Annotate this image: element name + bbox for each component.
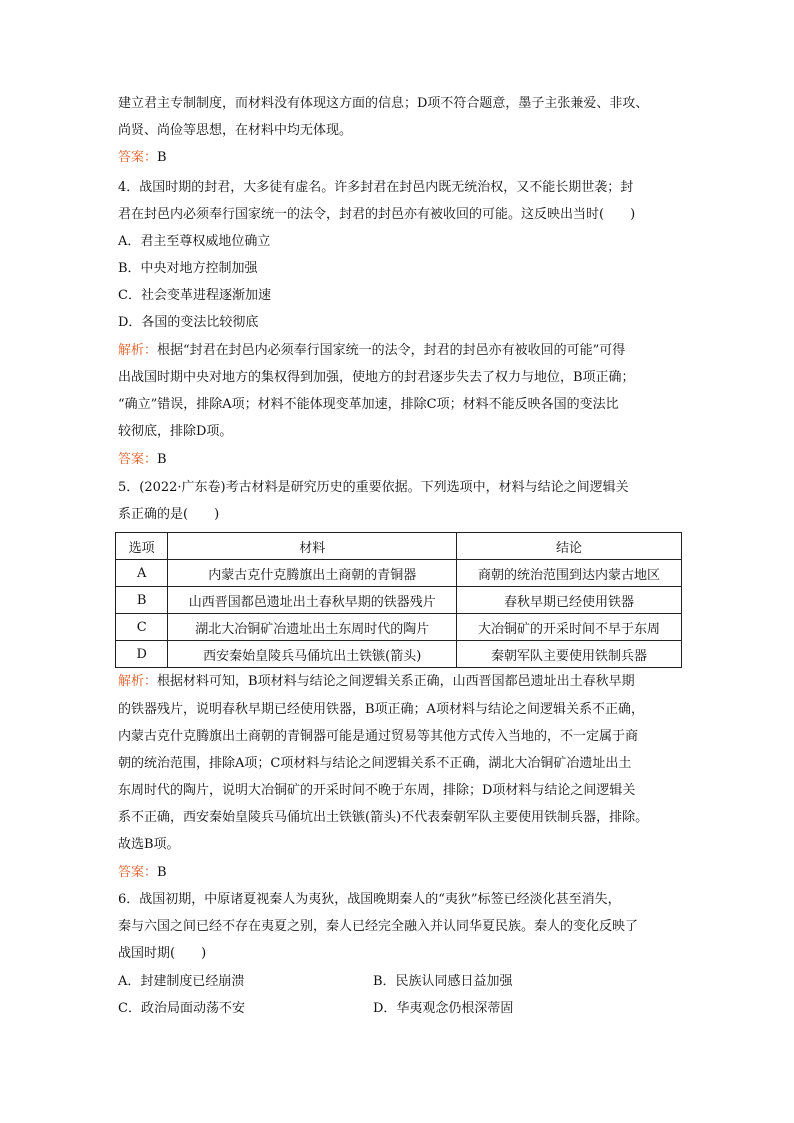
q3-analysis-line-1: 建立君主专制制度，而材料没有体现这方面的信息；D项不符合题意，墨子主张兼爱、非攻、 xyxy=(118,96,649,111)
q3-answer xyxy=(118,144,683,171)
table-row xyxy=(116,614,682,641)
q4-stem-line-2: 君在封邑内必须奉行国家统一的法令，封君的封邑亦有被收回的可能。这反映出当时( ) xyxy=(118,207,636,222)
table-cell: 湖北大冶铜矿冶遗址出土东周时代的陶片 xyxy=(168,614,457,641)
table-cell: 春秋早期已经使用铁器 xyxy=(457,587,682,614)
q4-option-c: C．社会变革进程逐渐加速 xyxy=(118,288,271,303)
table-cell: B xyxy=(116,587,168,614)
q5-analysis-line-1 xyxy=(118,668,683,695)
table-cell: 商朝的统治范围到达内蒙古地区 xyxy=(457,560,682,587)
q6-stem-line-3: 战国时期( ) xyxy=(118,946,207,961)
table-cell: 西安秦始皇陵兵马俑坑出土铁镞(箭头) xyxy=(168,641,457,668)
q6-option-a: A．封建制度已经崩溃 xyxy=(118,974,245,989)
q4-analysis-line-2: 出战国时期中央对地方的集权得到加强，使地方的封君逐步失去了权力与地位，B项正确； xyxy=(118,370,635,385)
q5-answer xyxy=(118,859,683,886)
q4-analysis-line-1 xyxy=(118,337,683,364)
table-cell: A xyxy=(116,560,168,587)
q4-option-b: B．中央对地方控制加强 xyxy=(118,261,258,276)
answer-value: B xyxy=(157,150,167,165)
q5-stem-line-2: 系正确的是( ) xyxy=(118,507,220,522)
table-cell: 秦朝军队主要使用铁制兵器 xyxy=(457,641,682,668)
q6-stem-line-2: 秦与六国之间已经不存在夷夏之别，秦人已经完全融入并认同华夏民族。秦人的变化反映了 xyxy=(118,919,639,934)
q4-analysis-line-3: “确立”错误，排除A项；材料不能体现变革加速，排除C项；材料不能反映各国的变法比 xyxy=(118,397,619,412)
analysis-label: 解析： xyxy=(118,343,158,358)
q5-stem-line-1: 5．(2022·广东卷)考古材料是研究历史的重要依据。下列选项中，材料与结论之间逻辑关 xyxy=(118,480,629,495)
q4-option-a: A．君主至尊权威地位确立 xyxy=(118,234,271,249)
answer-label: 答案： xyxy=(118,452,158,467)
q6-option-c: C．政治局面动荡不安 xyxy=(118,1001,245,1016)
q5-analysis-line-3: 内蒙古克什克腾旗出土商朝的青铜器可能是通过贸易等其他方式传入当地的，不一定属于商 xyxy=(118,729,639,744)
q5-analysis-line-5: 东周时代的陶片，说明大冶铜矿的开采时间不晚于东周，排除；D项材料与结论之间逻辑关 xyxy=(118,783,636,798)
table-cell: D xyxy=(116,641,168,668)
answer-value: B xyxy=(157,865,167,880)
analysis-text: 根据“封君在封邑内必须奉行国家统一的法令，封君的封邑亦有被收回的可能”可得 xyxy=(157,343,626,358)
analysis-text: 根据材料可知，B项材料与结论之间逻辑关系正确，山西晋国都邑遗址出土春秋早期 xyxy=(157,674,635,689)
table-header-row xyxy=(116,533,682,560)
table-cell: 山西晋国都邑遗址出土春秋早期的铁器残片 xyxy=(168,587,457,614)
q6-stem-line-1: 6．战国初期，中原诸夏视秦人为夷狄，战国晚期秦人的“夷狄”标签已经淡化甚至消失， xyxy=(118,892,621,907)
table-row xyxy=(116,587,682,614)
q3-analysis-line-2: 尚贤、尚俭等思想，在材料中均无体现。 xyxy=(118,123,353,138)
q4-option-d: D．各国的变法比较彻底 xyxy=(118,315,259,330)
q4-analysis-line-4: 较彻底，排除D项。 xyxy=(118,424,233,439)
table-cell: 内蒙古克什克腾旗出土商朝的青铜器 xyxy=(168,560,457,587)
table-header-cell: 结论 xyxy=(457,533,682,560)
q6-option-b: B．民族认同感日益加强 xyxy=(373,974,513,989)
table-row xyxy=(116,641,682,668)
analysis-label: 解析： xyxy=(118,674,158,689)
q5-analysis-line-4: 朝的统治范围，排除A项；C项材料与结论之间逻辑关系不正确，湖北大冶铜矿冶遗址出土 xyxy=(118,756,632,771)
answer-value: B xyxy=(157,452,167,467)
answer-label: 答案： xyxy=(118,865,158,880)
table-cell: C xyxy=(116,614,168,641)
table-header-cell: 选项 xyxy=(116,533,168,560)
q5-analysis-line-6: 系不正确，西安秦始皇陵兵马俑坑出土铁镞(箭头)不代表秦朝军队主要使用铁制兵器，排除。 xyxy=(118,810,649,825)
table-cell: 大冶铜矿的开采时间不早于东周 xyxy=(457,614,682,641)
q6-option-d: D．华夷观念仍根深蒂固 xyxy=(373,1001,514,1016)
q4-stem-line-1: 4．战国时期的封君，大多徒有虚名。许多封君在封邑内既无统治权，又不能长期世袭；封 xyxy=(118,180,634,195)
q4-answer xyxy=(118,446,683,473)
q5-analysis-line-7: 故选B项。 xyxy=(118,837,180,852)
table-header-cell: 材料 xyxy=(168,533,457,560)
table-row xyxy=(116,560,682,587)
q5-table xyxy=(115,532,682,668)
q5-analysis-line-2: 的铁器残片，说明春秋早期已经使用铁器，B项正确；A项材料与结论之间逻辑关系不正确， xyxy=(118,702,644,717)
answer-label: 答案： xyxy=(118,150,158,165)
